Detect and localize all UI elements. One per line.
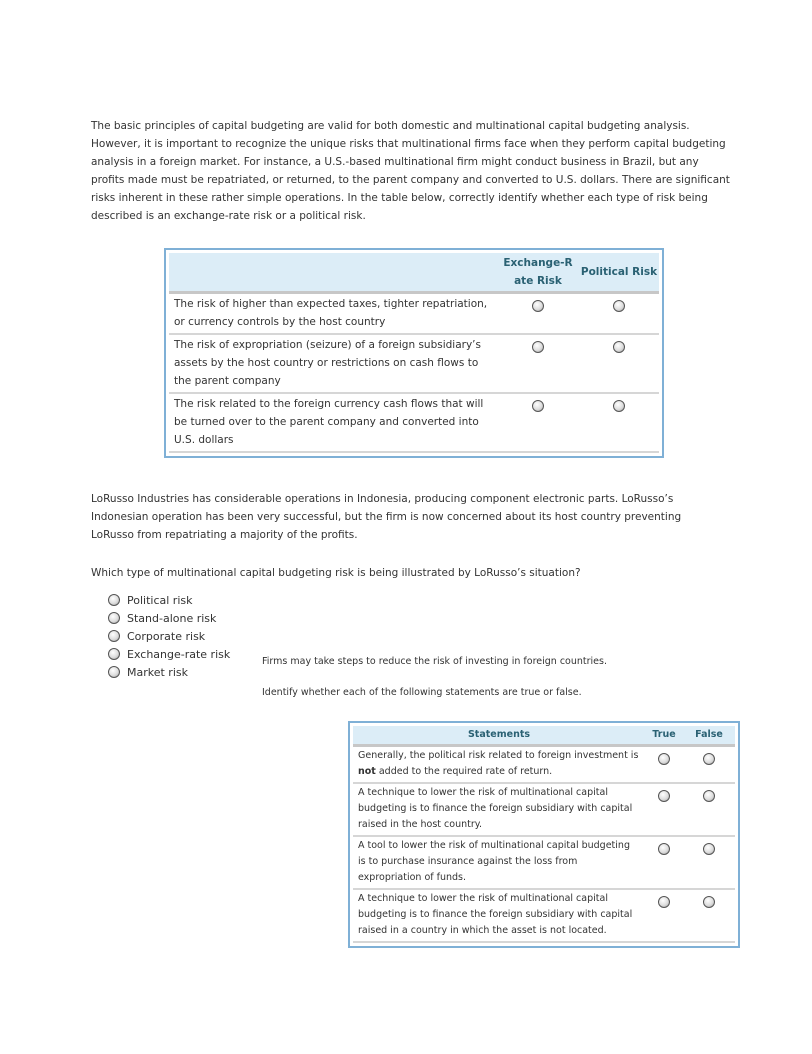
option-label: Stand-alone risk bbox=[127, 611, 217, 625]
radio-political-row-2[interactable] bbox=[613, 341, 625, 353]
radio-icon[interactable] bbox=[108, 648, 120, 660]
radio-icon[interactable] bbox=[108, 666, 120, 678]
table-row bbox=[169, 393, 659, 452]
true-false-table bbox=[348, 721, 740, 948]
option-market-risk[interactable] bbox=[108, 663, 230, 681]
identify-text: Identify whether each of the following statements are true or false. bbox=[262, 687, 582, 698]
header-blank bbox=[169, 253, 497, 293]
option-exchange-rate-risk[interactable] bbox=[108, 645, 230, 663]
table-row bbox=[353, 889, 735, 942]
statement: A technique to lower the risk of multinational capital budgeting is to finance the foreign subsidiary with capital raised in the host country. bbox=[353, 783, 645, 836]
risk-classification-table bbox=[164, 248, 664, 458]
risk-description: The risk related to the foreign currency cash flows that will be turned over to the parent company and converted into U.S. dollars bbox=[169, 393, 497, 452]
steps-text: Firms may take steps to reduce the risk of investing in foreign countries. bbox=[262, 656, 607, 667]
header-false: False bbox=[683, 726, 735, 746]
table-row bbox=[169, 293, 659, 335]
radio-exchange-rate-row-3[interactable] bbox=[532, 400, 544, 412]
option-corporate-risk[interactable] bbox=[108, 627, 230, 645]
radio-political-row-1[interactable] bbox=[613, 300, 625, 312]
radio-icon[interactable] bbox=[108, 630, 120, 642]
risk-description: The risk of expropriation (seizure) of a foreign subsidiary’s assets by the host country or restrictions on cash flows to the parent company bbox=[169, 334, 497, 393]
intro-paragraph: The basic principles of capital budgeting are valid for both domestic and multinational capital budgeting analysis. However, it is important to recognize the unique risks that multinational firms face when they perform capital budgeting analysis in a foreign market. For instance, a U.S.-based multinational firm might conduct business in Brazil, but any profits made must be repatriated, or returned, to the parent company and converted to U.S. dollars. There are significant risks inherent in these rather simple operations. In the table below, correctly identify whether each type of risk being described is an exchange-rate risk or a political risk. bbox=[91, 120, 730, 222]
radio-exchange-rate-row-1[interactable] bbox=[532, 300, 544, 312]
statement: Generally, the political risk related to foreign investment is not added to the required rate of return. bbox=[353, 746, 645, 784]
option-label: Exchange-rate risk bbox=[127, 647, 231, 661]
radio-icon[interactable] bbox=[108, 594, 120, 606]
table-row bbox=[353, 746, 735, 784]
option-label: Corporate risk bbox=[127, 629, 206, 643]
header-exchange-rate-risk: Exchange-R ate Risk bbox=[497, 253, 579, 293]
header-statements: Statements bbox=[353, 726, 645, 746]
radio-true-row-2[interactable] bbox=[658, 790, 670, 802]
radio-true-row-3[interactable] bbox=[658, 843, 670, 855]
question-text: Which type of multinational capital budgeting risk is being illustrated by LoRusso’s situation? bbox=[91, 567, 581, 579]
option-political-risk[interactable] bbox=[108, 591, 230, 609]
table-row bbox=[353, 783, 735, 836]
risk-description: The risk of higher than expected taxes, tighter repatriation, or currency controls by the host country bbox=[169, 293, 497, 335]
radio-true-row-4[interactable] bbox=[658, 896, 670, 908]
scenario-paragraph: LoRusso Industries has considerable operations in Indonesia, producing component electronic parts. LoRusso’s Indonesian operation has been very successful, but the firm is now concerned about its host country preventing LoRusso from repatriating a majority of the profits. bbox=[91, 493, 682, 541]
option-stand-alone-risk[interactable] bbox=[108, 609, 230, 627]
header-true: True bbox=[645, 726, 683, 746]
radio-false-row-1[interactable] bbox=[703, 753, 715, 765]
radio-true-row-1[interactable] bbox=[658, 753, 670, 765]
statement: A tool to lower the risk of multinational capital budgeting is to purchase insurance against the loss from expropriation of funds. bbox=[353, 836, 645, 889]
option-label: Market risk bbox=[127, 665, 188, 679]
radio-false-row-4[interactable] bbox=[703, 896, 715, 908]
statement: A technique to lower the risk of multinational capital budgeting is to finance the foreign subsidiary with capital raised in a country in which the asset is not located. bbox=[353, 889, 645, 942]
radio-false-row-3[interactable] bbox=[703, 843, 715, 855]
radio-political-row-3[interactable] bbox=[613, 400, 625, 412]
radio-icon[interactable] bbox=[108, 612, 120, 624]
radio-false-row-2[interactable] bbox=[703, 790, 715, 802]
option-label: Political risk bbox=[127, 593, 193, 607]
radio-exchange-rate-row-2[interactable] bbox=[532, 341, 544, 353]
table-row bbox=[169, 334, 659, 393]
header-political-risk: Political Risk bbox=[579, 253, 659, 293]
risk-options bbox=[108, 591, 230, 681]
table-row bbox=[353, 836, 735, 889]
